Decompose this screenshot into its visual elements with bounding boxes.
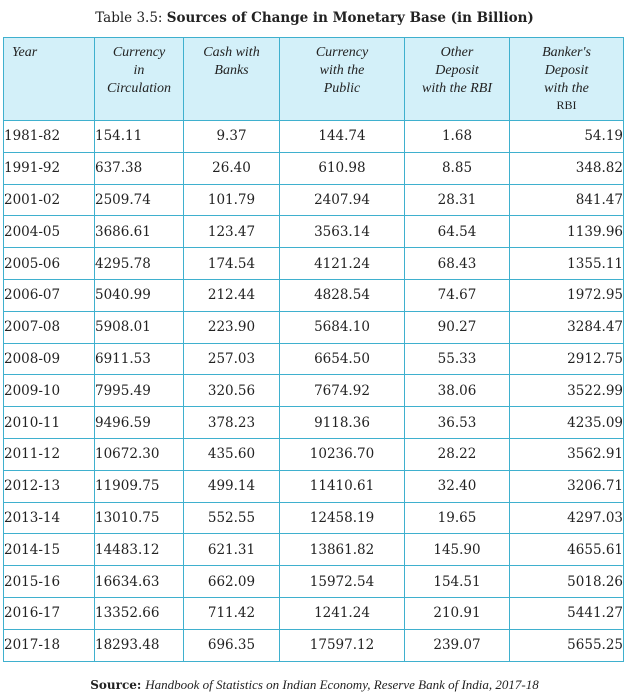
header-line: Deposit [544, 63, 589, 78]
header-line: with the [319, 63, 365, 78]
cell-currency-with-public: 6654.50 [280, 343, 405, 375]
table-title: Sources of Change in Monetary Base (in Billion) [166, 10, 534, 26]
table-caption [0, 10, 629, 26]
cell-currency-with-public: 12458.19 [280, 502, 405, 534]
table-row [4, 311, 624, 343]
cell-cash-with-banks: 101.79 [184, 184, 280, 216]
cell-currency-in-circulation: 10672.30 [95, 438, 184, 470]
table-row [4, 248, 624, 280]
cell-year: 2001-02 [4, 184, 95, 216]
table-row [4, 216, 624, 248]
cell-currency-with-public: 11410.61 [280, 470, 405, 502]
cell-cash-with-banks: 435.60 [184, 438, 280, 470]
table-row [4, 279, 624, 311]
cell-cash-with-banks: 696.35 [184, 629, 280, 661]
cell-currency-with-public: 1241.24 [280, 597, 405, 629]
cell-other-deposit: 154.51 [405, 566, 510, 598]
header-line: Currency [315, 45, 369, 60]
table-body [4, 121, 624, 662]
cell-currency-with-public: 9118.36 [280, 407, 405, 439]
header-bankers-deposit [510, 38, 624, 121]
table-row [4, 438, 624, 470]
cell-year: 1981-82 [4, 121, 95, 153]
cell-currency-with-public: 13861.82 [280, 534, 405, 566]
cell-other-deposit: 19.65 [405, 502, 510, 534]
cell-currency-in-circulation: 4295.78 [95, 248, 184, 280]
cell-year: 2017-18 [4, 629, 95, 661]
cell-bankers-deposit: 3522.99 [510, 375, 624, 407]
cell-year: 2004-05 [4, 216, 95, 248]
cell-bankers-deposit: 1355.11 [510, 248, 624, 280]
cell-currency-with-public: 2407.94 [280, 184, 405, 216]
cell-currency-with-public: 144.74 [280, 121, 405, 153]
source-text: Handbook of Statistics on Indian Economy, Reserve Bank of India, 2017-18 [145, 677, 539, 692]
header-line: Banker's [542, 45, 591, 60]
cell-bankers-deposit: 1972.95 [510, 279, 624, 311]
cell-cash-with-banks: 662.09 [184, 566, 280, 598]
header-line: Other [440, 45, 474, 60]
header-line: in [133, 63, 145, 78]
cell-other-deposit: 38.06 [405, 375, 510, 407]
table-row [4, 343, 624, 375]
header-line: Deposit [435, 63, 479, 78]
cell-cash-with-banks: 711.42 [184, 597, 280, 629]
cell-year: 1991-92 [4, 152, 95, 184]
cell-other-deposit: 28.22 [405, 438, 510, 470]
cell-currency-in-circulation: 9496.59 [95, 407, 184, 439]
cell-currency-in-circulation: 3686.61 [95, 216, 184, 248]
table-row [4, 502, 624, 534]
cell-currency-with-public: 4828.54 [280, 279, 405, 311]
cell-year: 2016-17 [4, 597, 95, 629]
cell-bankers-deposit: 3284.47 [510, 311, 624, 343]
header-line: Currency [112, 45, 166, 60]
cell-bankers-deposit: 54.19 [510, 121, 624, 153]
header-cash-with-banks [184, 38, 280, 121]
cell-cash-with-banks: 257.03 [184, 343, 280, 375]
table-row [4, 629, 624, 661]
cell-cash-with-banks: 26.40 [184, 152, 280, 184]
cell-bankers-deposit: 348.82 [510, 152, 624, 184]
cell-year: 2015-16 [4, 566, 95, 598]
cell-year: 2010-11 [4, 407, 95, 439]
table-row [4, 407, 624, 439]
cell-currency-in-circulation: 13352.66 [95, 597, 184, 629]
cell-year: 2009-10 [4, 375, 95, 407]
cell-year: 2007-08 [4, 311, 95, 343]
cell-cash-with-banks: 499.14 [184, 470, 280, 502]
table-row [4, 184, 624, 216]
cell-currency-with-public: 10236.70 [280, 438, 405, 470]
source-label: Source: [90, 678, 142, 692]
cell-cash-with-banks: 552.55 [184, 502, 280, 534]
cell-other-deposit: 90.27 [405, 311, 510, 343]
table-row [4, 566, 624, 598]
cell-bankers-deposit: 5441.27 [510, 597, 624, 629]
header-row [4, 38, 624, 121]
cell-currency-in-circulation: 6911.53 [95, 343, 184, 375]
cell-bankers-deposit: 5655.25 [510, 629, 624, 661]
cell-currency-in-circulation: 11909.75 [95, 470, 184, 502]
cell-currency-in-circulation: 5908.01 [95, 311, 184, 343]
cell-cash-with-banks: 9.37 [184, 121, 280, 153]
cell-currency-with-public: 17597.12 [280, 629, 405, 661]
cell-year: 2013-14 [4, 502, 95, 534]
cell-currency-with-public: 15972.54 [280, 566, 405, 598]
cell-bankers-deposit: 4297.03 [510, 502, 624, 534]
cell-cash-with-banks: 212.44 [184, 279, 280, 311]
table-row [4, 597, 624, 629]
table-row [4, 152, 624, 184]
header-line: with the RBI [422, 81, 492, 96]
cell-currency-in-circulation: 14483.12 [95, 534, 184, 566]
cell-other-deposit: 8.85 [405, 152, 510, 184]
cell-bankers-deposit: 3562.91 [510, 438, 624, 470]
header-line: RBI [556, 98, 577, 112]
cell-currency-in-circulation: 637.38 [95, 152, 184, 184]
cell-year: 2005-06 [4, 248, 95, 280]
cell-year: 2008-09 [4, 343, 95, 375]
cell-cash-with-banks: 174.54 [184, 248, 280, 280]
source-note [0, 677, 629, 693]
cell-currency-with-public: 610.98 [280, 152, 405, 184]
cell-other-deposit: 64.54 [405, 216, 510, 248]
cell-currency-with-public: 5684.10 [280, 311, 405, 343]
cell-bankers-deposit: 4655.61 [510, 534, 624, 566]
header-line: Cash with [203, 45, 260, 60]
cell-other-deposit: 145.90 [405, 534, 510, 566]
cell-bankers-deposit: 4235.09 [510, 407, 624, 439]
cell-bankers-deposit: 3206.71 [510, 470, 624, 502]
cell-other-deposit: 68.43 [405, 248, 510, 280]
cell-currency-with-public: 4121.24 [280, 248, 405, 280]
cell-year: 2011-12 [4, 438, 95, 470]
cell-cash-with-banks: 621.31 [184, 534, 280, 566]
cell-cash-with-banks: 320.56 [184, 375, 280, 407]
header-line: Public [323, 81, 361, 96]
cell-currency-in-circulation: 5040.99 [95, 279, 184, 311]
cell-other-deposit: 32.40 [405, 470, 510, 502]
header-other-deposit [405, 38, 510, 121]
cell-currency-in-circulation: 154.11 [95, 121, 184, 153]
table-row [4, 470, 624, 502]
cell-cash-with-banks: 378.23 [184, 407, 280, 439]
header-line: with the [544, 81, 589, 96]
cell-other-deposit: 74.67 [405, 279, 510, 311]
cell-currency-in-circulation: 13010.75 [95, 502, 184, 534]
cell-currency-with-public: 7674.92 [280, 375, 405, 407]
cell-bankers-deposit: 1139.96 [510, 216, 624, 248]
cell-cash-with-banks: 123.47 [184, 216, 280, 248]
cell-bankers-deposit: 2912.75 [510, 343, 624, 375]
table-number: Table 3.5: [95, 10, 163, 26]
cell-other-deposit: 1.68 [405, 121, 510, 153]
cell-currency-in-circulation: 16634.63 [95, 566, 184, 598]
cell-other-deposit: 55.33 [405, 343, 510, 375]
header-line: Circulation [106, 81, 172, 96]
cell-other-deposit: 36.53 [405, 407, 510, 439]
monetary-base-table [3, 37, 624, 662]
cell-currency-in-circulation: 7995.49 [95, 375, 184, 407]
cell-year: 2012-13 [4, 470, 95, 502]
cell-year: 2014-15 [4, 534, 95, 566]
header-currency-in-circulation [95, 38, 184, 121]
header-year: Year [4, 38, 95, 121]
cell-bankers-deposit: 841.47 [510, 184, 624, 216]
cell-currency-in-circulation: 2509.74 [95, 184, 184, 216]
cell-currency-with-public: 3563.14 [280, 216, 405, 248]
table-row [4, 534, 624, 566]
cell-other-deposit: 28.31 [405, 184, 510, 216]
table-row [4, 121, 624, 153]
cell-bankers-deposit: 5018.26 [510, 566, 624, 598]
cell-cash-with-banks: 223.90 [184, 311, 280, 343]
header-line: Banks [214, 63, 249, 78]
cell-currency-in-circulation: 18293.48 [95, 629, 184, 661]
cell-year: 2006-07 [4, 279, 95, 311]
table-row [4, 375, 624, 407]
cell-other-deposit: 239.07 [405, 629, 510, 661]
header-currency-with-public [280, 38, 405, 121]
cell-other-deposit: 210.91 [405, 597, 510, 629]
